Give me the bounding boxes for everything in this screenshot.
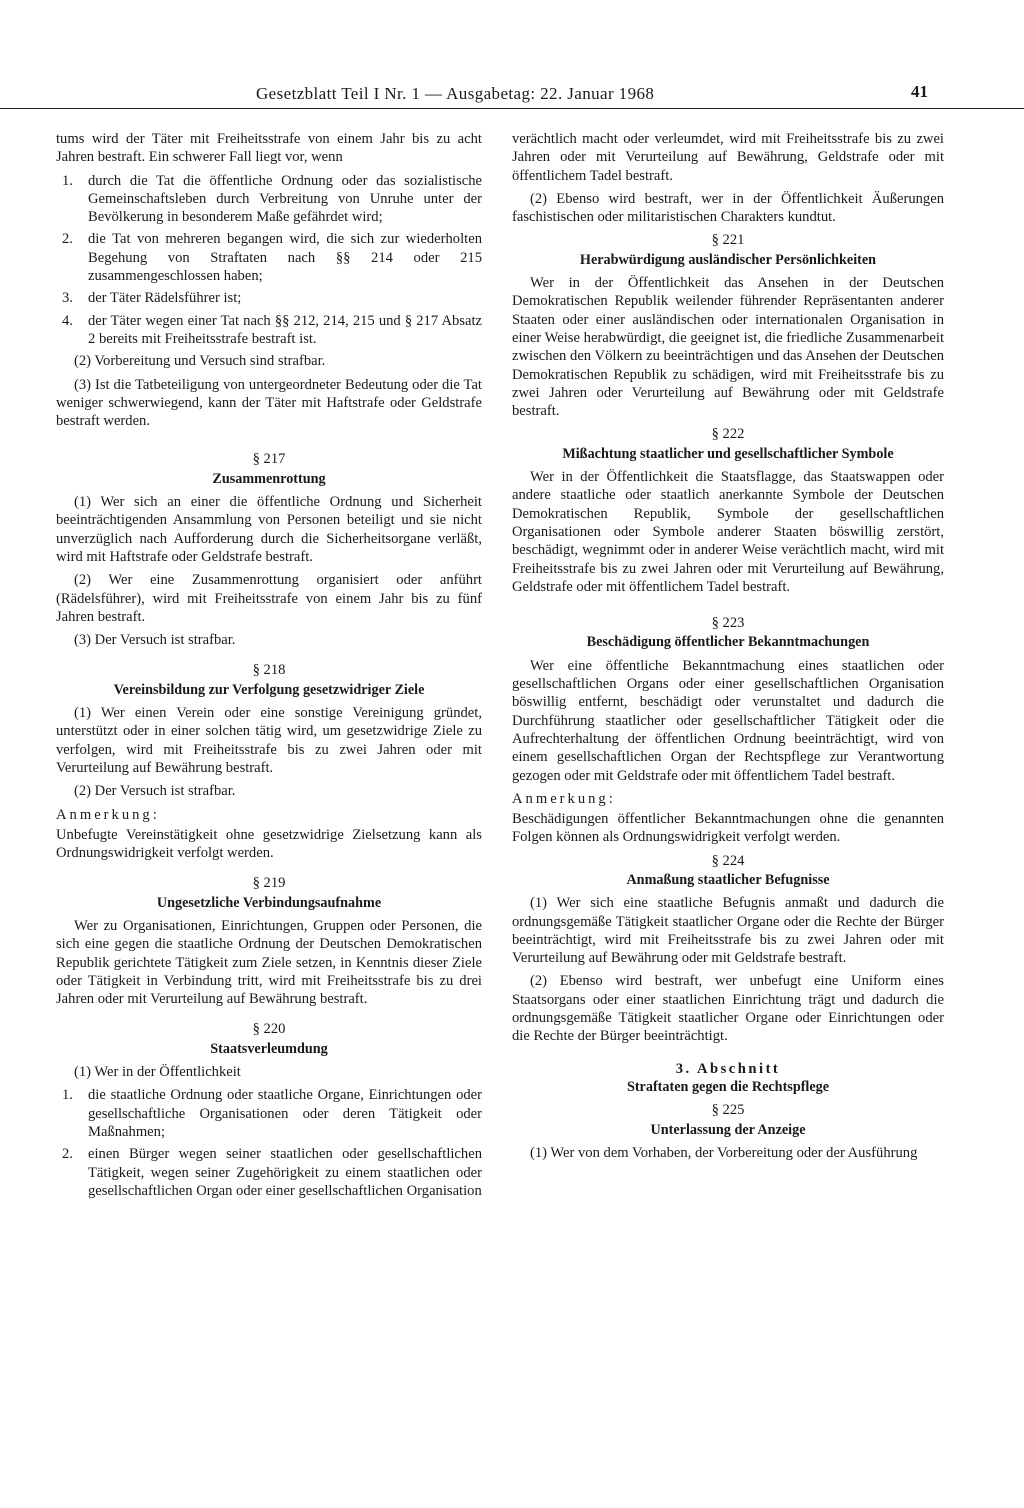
section-title-220: Staatsverleumdung: [210, 1040, 328, 1057]
paragraph: Wer in der Öffentlichkeit die Staatsflagge, das Staatswappen oder andere staatliche oder staatlich anerkannte Symbole der Deutschen Demokratischen Republik, Symbole der gesellschaftlichen Organisationen oder Symbole anderer Staaten böswillig zerstört, beschädigt, wegnimmt oder in anderer Weise verächtlich macht, wird mit Freiheitsstrafe bis zu zwei Jahren oder mit Verurteilung auf Bewährung, Geldstrafe oder mit öffentlichem Tadel bestraft.: [512, 469, 944, 595]
section-title-223: Beschädigung öffentlicher Bekanntmachungen: [586, 634, 870, 651]
left-column: [56, 130, 482, 1204]
page-number: 41: [911, 82, 928, 101]
chapter-title: Straftaten gegen die Rechtspflege: [626, 1078, 830, 1095]
list-number: 1.: [62, 1087, 73, 1104]
list-text: einen Bürger wegen seiner staatlichen oder gesellschaftlichen Tätigkeit, wegen seiner Zugehörigkeit zu einem staatlichen oder gesellschaftlichen Organ oder einer gesellschaftlichen Organisation: [88, 1146, 482, 1199]
paragraph: (3) Ist die Tatbeteiligung von untergeordneter Bedeutung oder die Tat weniger schwerwiegend, kann der Täter mit Haftstrafe oder Geldstrafe bestraft werden.: [56, 376, 482, 430]
list-text: die Tat von mehreren begangen wird, die sich zur wiederholten Begehung von Straftaten nach §§ 214 oder 215 zusammengeschlossen haben;: [88, 231, 482, 285]
section-title-218: Vereinsbildung zur Verfolgung gesetzwidriger Ziele: [113, 681, 425, 698]
section-number-218: § 218: [252, 662, 286, 679]
list-number: 3.: [62, 290, 73, 307]
section-number-221: § 221: [711, 232, 745, 249]
section-number-225: § 225: [711, 1102, 745, 1119]
note-text: Beschädigungen öffentlicher Bekanntmachungen ohne die genannten Folgen können als Ordnungswidrigkeit verfolgt werden.: [512, 811, 944, 846]
list-item: [56, 312, 482, 349]
section-title-222: Mißachtung staatlicher und gesellschaftlicher Symbole: [562, 445, 894, 462]
list-text: der Täter wegen einer Tat nach §§ 212, 214, 215 und § 217 Absatz 2 bereits mit Freiheitsstrafe bestraft ist.: [88, 312, 482, 347]
list-text: die staatliche Ordnung oder staatliche Organe, Einrichtungen oder gesellschaftliche Organisationen oder deren Tätigkeit oder Maßnahmen;: [88, 1087, 482, 1140]
section-number-224: § 224: [711, 852, 745, 869]
paragraph: Wer in der Öffentlichkeit das Ansehen in der Deutschen Demokratischen Republik weilender führender Repräsentanten anderer Staaten oder einer ausländischen oder internationalen Organisation in einer Weise herabwürdigt, die geeignet ist, die friedliche Zusammenarbeit zwischen den Völkern zu beeinträchtigen und das Ansehen der Deutschen Demokratischen Republik zu schädigen, wird mit Freiheitsstrafe bis zu zwei Jahren oder Verurteilung auf Bewährung oder mit Geldstrafe bestraft.: [512, 275, 944, 420]
section-title-219: Ungesetzliche Verbindungsaufnahme: [156, 894, 382, 911]
page-header: [0, 78, 1024, 109]
list-number: 1.: [62, 172, 73, 189]
note-label: Anmerkung:: [56, 806, 160, 823]
paragraph: (1) Wer einen Verein oder eine sonstige Vereinigung gründet, unterstützt oder in einer solchen tätig wird, um gesetzwidrige Ziele zu verfolgen, wird mit Freiheitsstrafe bis zu zwei Jahren oder mit Verurteilung auf Bewährung bestraft.: [56, 705, 482, 776]
note-label: Anmerkung:: [512, 790, 616, 807]
list-item: [56, 172, 482, 227]
paragraph: (2) Ebenso wird bestraft, wer in der Öffentlichkeit Äußerungen faschistischen oder militaristischen Charakters kundtut.: [512, 190, 944, 226]
list-item: [56, 1086, 482, 1141]
section-number-222: § 222: [711, 426, 745, 443]
paragraph: (2) Vorbereitung und Versuch sind strafbar.: [74, 353, 326, 370]
list-item: [56, 1145, 482, 1200]
list-number: 2.: [62, 1146, 73, 1163]
section-title-225: Unterlassung der Anzeige: [650, 1121, 806, 1138]
list-number: 4.: [62, 312, 73, 329]
note-text: Unbefugte Vereinstätigkeit ohne gesetzwidrige Zielsetzung kann als Ordnungswidrigkeit verfolgt werden.: [56, 826, 482, 862]
section-title-217: Zusammenrottung: [212, 470, 326, 487]
list-number: 2.: [62, 231, 73, 248]
paragraph: (1) Wer sich an einer die öffentliche Ordnung und Sicherheit beeinträchtigenden Ansammlung von Personen beteiligt und sie nicht unverzüglich nach Aufforderung durch die Sicherheitsorgane verläßt, wird mit Haftstrafe oder Geldstrafe bestraft.: [56, 494, 482, 565]
paragraph: Wer eine öffentliche Bekanntmachung eines staatlichen oder gesellschaftlichen Organs oder einer gesellschaftlichen Organisation böswillig entfernt, beschädigt oder verunstaltet und dadurch die Durchführung staatlicher oder gesellschaftlicher Tätigkeit oder die Aufrechterhaltung der öffentlichen Ordnung beeinträchtigt, wird von einem gesellschaftlichen Organ der Rechtspflege zur Verantwortung gezogen oder mit Geldstrafe oder mit öffentlichem Tadel bestraft.: [512, 657, 944, 784]
section-number-217: § 217: [252, 451, 286, 468]
paragraph: (1) Wer sich eine staatliche Befugnis anmaßt und dadurch die ordnungsgemäße Tätigkeit staatlicher Organe oder die Rechte der Bürger beeinträchtigt, wird mit Freiheitsstrafe bis zu zwei Jahren oder mit Verurteilung auf Bewährung oder mit Geldstrafe bestraft.: [512, 895, 944, 967]
list-text: durch die Tat die öffentliche Ordnung oder das sozialistische Gemeinschaftsleben durch Verbreitung von Unruhe unter der Bevölkerung in besonderem Maße gefährdet wird;: [88, 172, 482, 226]
section-number-223: § 223: [711, 615, 745, 632]
list-item: [56, 230, 482, 285]
paragraph: Wer zu Organisationen, Einrichtungen, Gruppen oder Personen, die sich eine gegen die staatliche Ordnung der Deutschen Demokratischen Republik gerichtete Tätigkeit zum Ziele setzen, in Kenntnis dieser Ziele oder Tätigkeit in Verbindung tritt, wird mit Freiheitsstrafe bis zu drei Jahren oder mit Verurteilung auf Bewährung bestraft.: [56, 917, 482, 1008]
paragraph: (2) Wer eine Zusammenrottung organisiert oder anführt (Rädelsführer), wird mit Freiheitsstrafe von einem Jahr bis zu fünf Jahren bestraft.: [56, 572, 482, 625]
paragraph: (3) Der Versuch ist strafbar.: [74, 632, 236, 649]
paragraph: (2) Ebenso wird bestraft, wer unbefugt eine Uniform eines Staatsorgans oder einer staatlichen Einrichtung trägt und dadurch die ordnungsgemäße Tätigkeit staatlicher Organe oder Einrichtungen oder die Rechte der Bürger beeinträchtigt.: [512, 973, 944, 1045]
paragraph: verächtlich macht oder verleumdet, wird mit Freiheitsstrafe bis zu zwei Jahren oder mit Verurteilung auf Bewährung, Geldstrafe oder mit öffentlichem Tadel bestraft.: [512, 131, 944, 184]
paragraph: tums wird der Täter mit Freiheitsstrafe von einem Jahr bis zu acht Jahren bestraft. Ein schwerer Fall liegt vor, wenn: [56, 131, 482, 166]
list-text: der Täter Rädelsführer ist;: [88, 290, 242, 307]
paragraph: (1) Wer in der Öffentlichkeit: [74, 1064, 241, 1081]
section-number-219: § 219: [252, 875, 286, 892]
chapter-label: 3. Abschnitt: [675, 1060, 781, 1077]
section-title-224: Anmaßung staatlicher Befugnisse: [626, 871, 830, 888]
section-number-220: § 220: [252, 1021, 286, 1038]
right-column: [512, 130, 944, 1167]
header-title: Gesetzblatt Teil I Nr. 1 — Ausgabetag: 22. Januar 1968: [256, 84, 655, 103]
section-title-221: Herabwürdigung ausländischer Persönlichkeiten: [579, 251, 877, 268]
list-item: [56, 289, 482, 307]
paragraph: (1) Wer von dem Vorhaben, der Vorbereitung oder der Ausführung: [530, 1144, 918, 1161]
paragraph: (2) Der Versuch ist strafbar.: [74, 783, 236, 800]
